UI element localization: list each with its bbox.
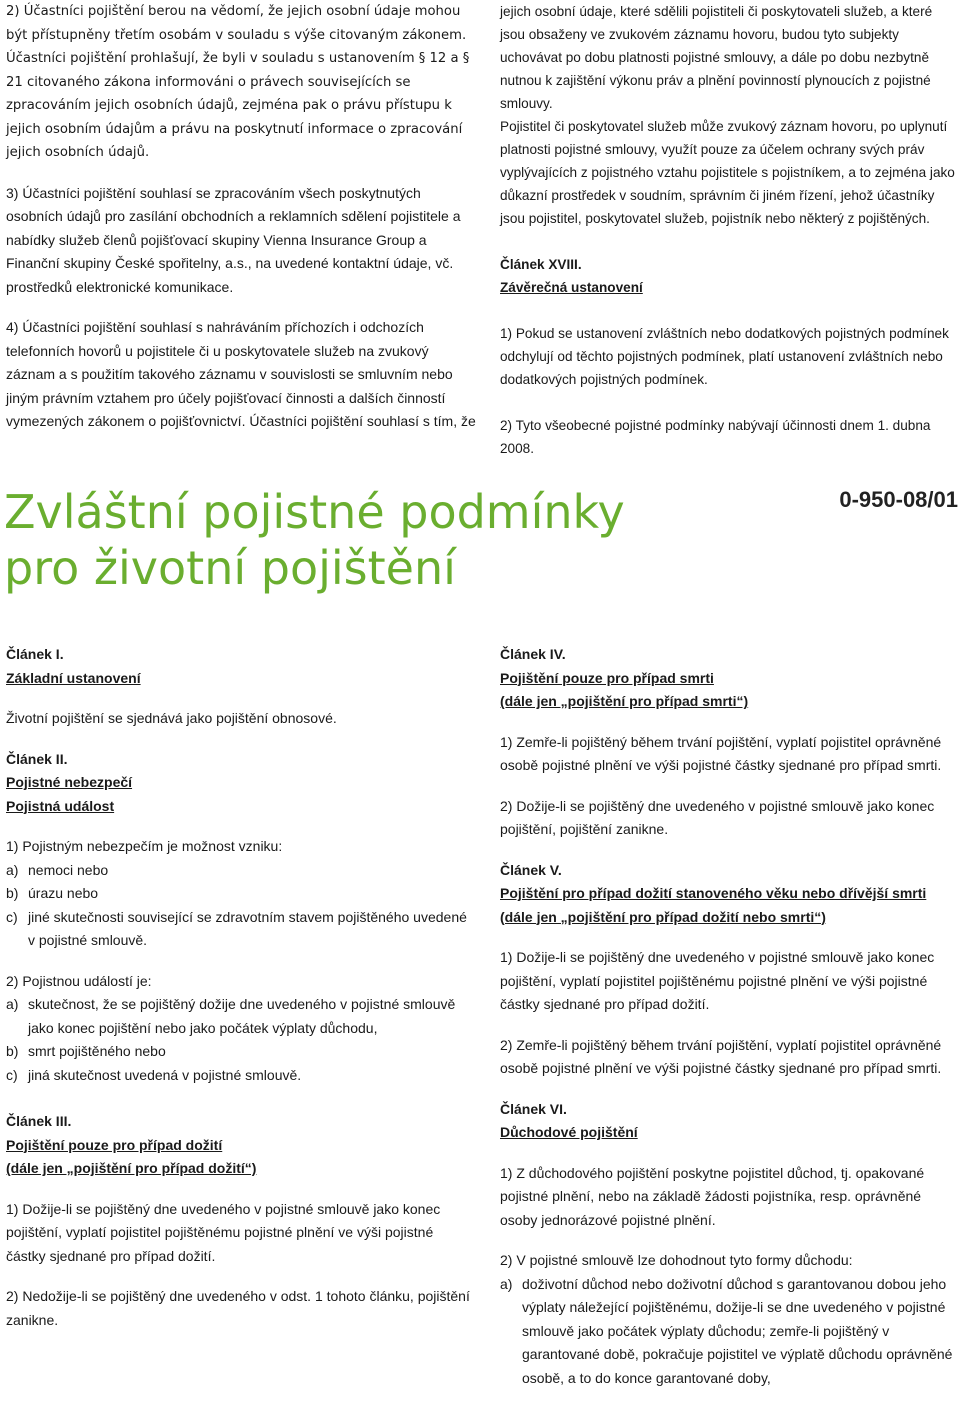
list-text: skutečnost, že se pojištěný dožije dne uvedeného v pojistné smlouvě jako konec pojištění nebo jako počátek výplaty důchodu, (28, 996, 456, 1036)
list-marker: c) (6, 908, 18, 925)
article-iii-number: Článek III. (6, 1113, 72, 1129)
list-marker: a) (6, 996, 19, 1012)
article-v-paragraph-1: 1) Dožije-li se pojištěný dne uvedeného v pojistné smlouvě jako konec pojištění, vyplatí pojistitel pojištěnému pojistné plnění ve výši pojistné částky sjednané pro případ dožití. (500, 949, 935, 1012)
article-ii-number: Článek II. (6, 750, 68, 767)
list-text: doživotní důchod nebo doživotní důchod s garantovanou dobou jeho výplaty náležející pojištěnému, dožije-li se dne uvedeného v pojistné smlouvě jako počátek výplaty důchodu; zemře-li pojištěný v garantované době, pokračuje pojistitel ve výplatě důchodu oprávněné osobě, a to do konce garantované doby, (522, 1275, 953, 1386)
list-text: smrt pojištěného nebo (28, 1043, 166, 1059)
article-i-text: Životní pojištění se sjednává jako pojištění obnosové. (6, 710, 337, 726)
top-right-column (500, 0, 958, 460)
article-iv-title-1: Pojištění pouze pro případ smrti (500, 669, 714, 686)
article-i-number: Článek I. (6, 646, 64, 662)
article-v-title-1: Pojištění pro případ dožití stanoveného věku nebo dřívější smrti (500, 885, 927, 901)
list-item (500, 1273, 958, 1391)
article-iv-number: Článek IV. (500, 646, 566, 662)
article-vi-paragraph-2: 2) V pojistné smlouvě lze dohodnout tyto formy důchodu: (500, 1252, 853, 1268)
section-heading (4, 484, 764, 596)
list-item (6, 906, 476, 953)
final-provision-2: 2) Tyto všeobecné pojistné podmínky nabývají účinnosti dnem 1. dubna 2008. (500, 418, 931, 456)
list-marker: b) (6, 885, 19, 901)
list-text: jiné skutečnosti související se zdravotním stavem pojištěného uvedené v pojistné smlouvě. (28, 908, 467, 948)
list-item (6, 1064, 476, 1088)
consent-paragraph-2: 2) Účastníci pojištění berou na vědomí, že jejich osobní údaje mohou být přístupněny třetím osobám v souladu s výše citovaným zákonem. Účastníci pojištění prohlašují, že byli v souladu s ustanovením § 12 a § 21 citovaného zákona informováni o právech souvisejících se zpracováním jejich osobních údajů, zejména pak o právu přístupu k jejich osobním údajům a právu na poskytnutí informace o zpracování jejich osobních údajů. (6, 4, 470, 160)
article-iv-paragraph-2: 2) Dožije-li se pojištěný dne uvedeného v pojistné smlouvě jako konec pojištění, pojištění zanikne. (500, 797, 935, 837)
consent-paragraph-4: 4) Účastníci pojištění souhlasí s nahráváním příchozích i odchozích telefonních hovorů u pojistitele či u poskytovatele služeb na zvukový záznam a s použitím takového záznamu v souvislosti se smluvním nebo jiným právním vztahem pro účely pojišťovací činnosti a dalších činností vymezených zákonem o pojišťovnictví. Účastníci pojištění souhlasí s tím, že (6, 319, 476, 429)
top-left-column (6, 0, 476, 434)
article-ii-paragraph-1: 1) Pojistným nebezpečím je možnost vzniku: (6, 838, 283, 854)
list-marker: c) (6, 1066, 18, 1083)
article-iii-paragraph-2: 2) Nedožije-li se pojištěný dne uvedeného v odst. 1 tohoto článku, pojištění zanikne. (6, 1288, 470, 1328)
article-v-number: Článek V. (500, 861, 562, 878)
consent-paragraph-3: 3) Účastníci pojištění souhlasí se zpracováním všech poskytnutých osobních údajů pro zasílání obchodních a reklamních sdělení pojistitele a nabídky služeb členů pojišťovací skupiny Vienna Insurance Group a Finanční skupiny České spořitelny, a.s., na uvedené kontaktní údaje, vč. prostředků elektronické komunikace. (6, 184, 461, 295)
article-vi-title: Důchodové pojištění (500, 1124, 638, 1140)
article-vi-number: Článek VI. (500, 1100, 567, 1117)
list-text: úrazu nebo (28, 885, 99, 901)
list-text: jiná skutečnost uvedená v pojistné smlouvě. (28, 1066, 302, 1083)
recording-paragraph-2: Pojistitel či poskytovatel služeb může zvukový záznam hovoru, po uplynutí platnosti pojistné smlouvy, využít pouze za účelem ochrany svých práv vyplývajících z pojistného vztahu pojistitele s pojistníkem, a to zejména jako důkazní prostředek v soudním, správním či jiném řízení, jehož účastníky jsou pojistitel, poskytovatel služeb, pojistník nebo některý z pojištěných. (500, 119, 955, 226)
article-v-paragraph-2: 2) Zemře-li pojištěný během trvání pojištění, vyplatí pojistitel oprávněné osobě pojistné plnění ve výši pojistné částky sjednané pro případ smrti. (500, 1036, 942, 1076)
article-xviii-number: Článek XVIII. (500, 257, 582, 272)
article-vi-paragraph-1: 1) Z důchodového pojištění poskytne pojistitel důchod, tj. opakované pojistné plnění, nebo na základě žádosti pojistníka, resp. oprávněné osoby jednorázové pojistné plnění. (500, 1164, 925, 1228)
article-iii-title-1: Pojištění pouze pro případ dožití (6, 1136, 223, 1153)
list-marker: a) (500, 1275, 513, 1292)
list-item (6, 993, 476, 1040)
article-ii-title-2: Pojistná událost (6, 797, 115, 814)
article-iii-title-2: (dále jen „pojištění pro případ dožití“) (6, 1160, 257, 1176)
article-xviii-title: Závěrečná ustanovení (500, 280, 643, 295)
final-provision-1: 1) Pokud se ustanovení zvláštních nebo dodatkových pojistných podmínek odchylují od těchto pojistných podmínek, platí ustanovení zvláštních nebo dodatkových pojistných podmínek. (500, 326, 949, 387)
section-heading-line-1: Zvláštní pojistné podmínky (4, 485, 625, 539)
list-item (6, 1040, 476, 1064)
list-marker: b) (6, 1043, 19, 1059)
list-marker: a) (6, 861, 19, 878)
article-iv-title-2: (dále jen „pojištění pro případ smrti“) (500, 693, 749, 709)
article-v-title-2: (dále jen „pojištění pro případ dožití nebo smrti“) (500, 908, 826, 925)
list-item (6, 859, 476, 883)
article-ii-paragraph-2: 2) Pojistnou událostí je: (6, 972, 152, 989)
list-item (6, 882, 476, 906)
document-code: 0-950-08/01 (839, 487, 958, 512)
list-text: nemoci nebo (28, 861, 109, 878)
section-heading-line-2: pro životní pojištění (4, 541, 456, 595)
bottom-left-column (6, 643, 476, 1332)
article-iii-paragraph-1: 1) Dožije-li se pojištěný dne uvedeného v pojistné smlouvě jako konec pojištění, vyplatí pojistitel pojištěnému pojistné plnění ve výši pojistné částky sjednané pro případ dožití. (6, 1200, 441, 1264)
recording-paragraph: jejich osobní údaje, které sdělili pojistiteli či poskytovateli služeb, a které jsou obsaženy ve zvukovém záznamu hovoru, budou tyto subjekty uchovávat po dobu platnosti pojistné smlouvy, a dále po dobu nezbytně nutnou k zajištění výkonu práv a plnění povinností plynoucích z pojistné smlouvy. (500, 4, 933, 111)
article-iv-paragraph-1: 1) Zemře-li pojištěný během trvání pojištění, vyplatí pojistitel oprávněné osobě pojistné plnění ve výši pojistné částky sjednané pro případ smrti. (500, 733, 942, 773)
article-i-title: Základní ustanovení (6, 669, 141, 686)
bottom-right-column (500, 643, 958, 1390)
article-ii-title-1: Pojistné nebezpečí (6, 774, 133, 790)
